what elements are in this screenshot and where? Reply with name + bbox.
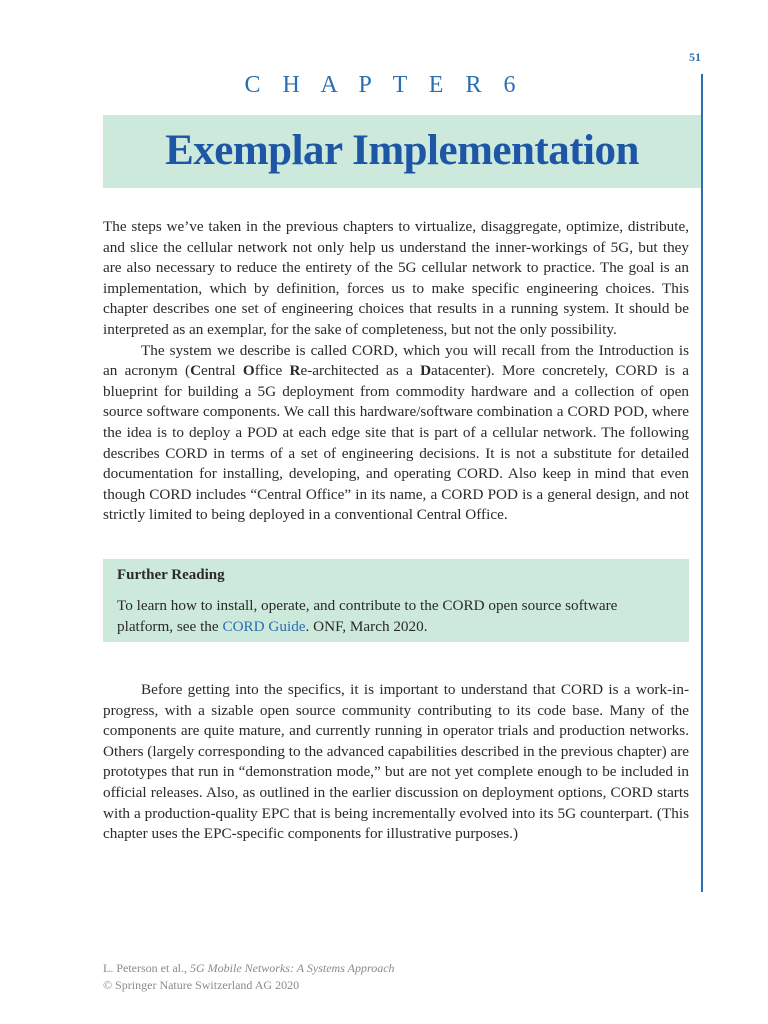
intro-text [103,217,689,526]
further-reading-box [103,559,689,642]
intro-paragraph-1: The steps we’ve taken in the previous chapters to virtualize, disaggregate, optimize, distribute, and slice the cellular network not only help us understand the inner-workings of 5G, but they are also necessary to reduce the entirety of the 5G cellular network to practice. The goal is an implementation, which by definition, forces us to make specific engineering choices. This chapter describes one set of engineering choices that results in a running system. It should be interpreted as an exemplar, for the sake of completeness, but not the only possibility. [103,218,689,338]
text-span: ffice [254,362,290,380]
text-span: ). More concretely, CORD is a blueprint for building a 5G deployment from commodity hardware and a collection of open source software components. We call this hardware/software combination a CORD POD, where the idea is to deploy a POD at each edge site that is part of a cellular network. The following describes CORD in terms of a set of engineering decisions. It is not a substitute for detailed documentation for installing, developing, and operating CORD. Also keep in mind that even though CORD includes “Central Office” in its name, a CORD POD is a general design, and not strictly limited to being deployed in a conventional Central Office. [103,362,690,524]
acronym-letter: R [289,362,301,380]
text-span: To learn how to install, operate, and contribute to the CORD open source software platform, see the [117,597,618,635]
authors: L. Peterson et al., [103,961,190,975]
further-reading-text [117,596,675,637]
book-title: 5G Mobile Networks: A Systems Approach [189,961,395,975]
text-span: . ONF, March 2020. [305,617,428,635]
page-footer [103,960,395,994]
intro-paragraph-2 [103,341,689,526]
copyright: © Springer Nature Switzerland AG 2020 [103,978,300,992]
acronym-letter: D [420,362,432,380]
text-span: e-architected as a [300,362,421,380]
margin-rule [701,74,703,892]
acronym-letter: C [190,362,202,380]
acronym-letter: O [242,362,255,380]
text-span: entral [201,362,243,380]
page-number: 51 [689,50,701,64]
further-reading-title: Further Reading [117,567,225,583]
chapter-label: C H A P T E R 6 [244,72,524,98]
chapter-title: Exemplar Implementation [165,127,639,174]
text-span: The system we describe is called CORD, which you will recall from the Introduction is an acronym ( [103,341,689,380]
after-paragraph-1: Before getting into the specifics, it is important to understand that CORD is a work-in-progress, with a sizable open source community contributing to its code base. Many of the components are quite mature, and currently running in operator trials and production networks. Others (largely corresponding to the advanced capabilities described in the previous chapter) are prototypes that run in “demonstration mode,” but are not yet complete enough to be included in official releases. Also, as outlined in the earlier discussion on deployment options, CORD starts with a production-quality EPC that is being incrementally evolved into its 5G counterpart. (This chapter uses the EPC-specific components for illustrative purposes.) [103,681,689,843]
chapter-title-band [103,115,701,188]
cord-guide-link[interactable]: CORD Guide [222,617,306,635]
text-span: atacenter [431,362,486,380]
after-text [103,680,689,845]
citation-line [103,960,395,977]
